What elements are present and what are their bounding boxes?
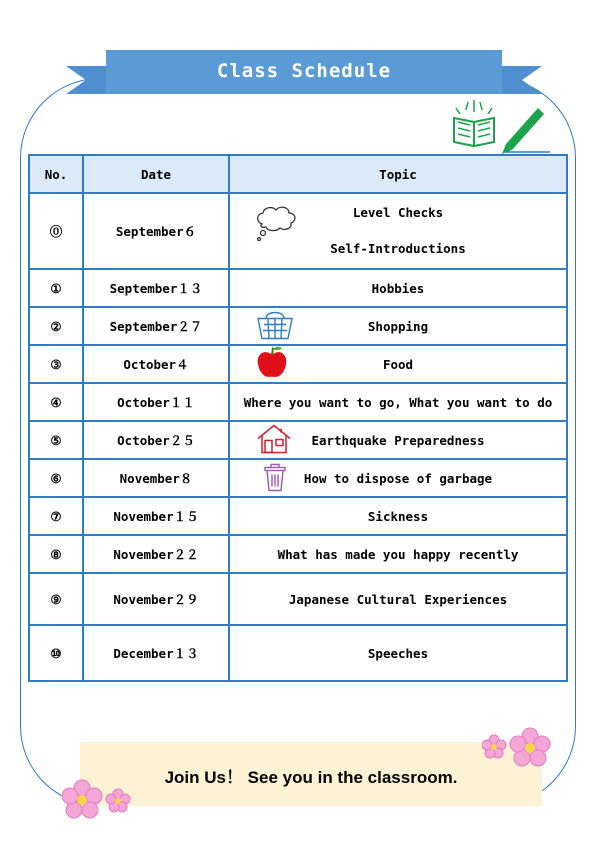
topic-line-2: Self-Introductions [330,241,466,256]
row-date: November２２ [83,535,229,573]
topic-text: Earthquake Preparedness [311,432,485,448]
thought-bubble-icon [254,204,300,258]
row-number: ③ [29,345,83,383]
row-topic [229,459,567,497]
row-number: ⓪ [29,193,83,269]
row-date: September１３ [83,269,229,307]
footer-banner [80,742,542,806]
row-date: September２７ [83,307,229,345]
flower-decoration-icon [62,776,136,830]
row-date: November８ [83,459,229,497]
row-date: October２５ [83,421,229,459]
page-title: Class Schedule [216,60,392,82]
table-row [29,193,567,269]
row-topic: Hobbies [229,269,567,307]
row-date: November２９ [83,573,229,625]
row-date: October４ [83,345,229,383]
flower-decoration-icon [482,726,558,780]
row-number: ② [29,307,83,345]
apple-icon [254,345,290,384]
row-date: November１５ [83,497,229,535]
title-banner [66,46,542,100]
table-row [29,307,567,345]
topic-line-1: Level Checks [352,205,444,220]
row-topic [229,307,567,345]
topic-text: Food [382,356,414,372]
row-topic [229,421,567,459]
topic-text: Shopping [367,318,429,334]
table-row [29,625,567,681]
row-date: October１１ [83,383,229,421]
table-header-row [29,155,567,193]
row-topic [229,193,567,269]
row-number: ⑨ [29,573,83,625]
row-number: ④ [29,383,83,421]
row-topic: Sickness [229,497,567,535]
row-number: ⑦ [29,497,83,535]
row-topic: What has made you happy recently [229,535,567,573]
table-row [29,573,567,625]
house-icon [256,423,292,458]
table-row [29,497,567,535]
shopping-basket-icon [254,309,296,344]
row-number: ⑥ [29,459,83,497]
header-topic: Topic [229,155,567,193]
row-date: December１３ [83,625,229,681]
table-row [29,459,567,497]
trash-can-icon [262,461,288,496]
header-no: No. [29,155,83,193]
book-and-pen-icon [448,98,552,154]
row-date: September６ [83,193,229,269]
row-number: ⑩ [29,625,83,681]
row-topic [229,345,567,383]
table-row [29,345,567,383]
table-row [29,383,567,421]
row-number: ⑤ [29,421,83,459]
row-number: ⑧ [29,535,83,573]
row-number: ① [29,269,83,307]
topic-text: How to dispose of garbage [303,470,493,486]
table-row [29,269,567,307]
footer-message: Join Us！ See you in the classroom. [164,768,458,787]
table-row [29,421,567,459]
schedule-table [28,154,568,682]
table-row [29,535,567,573]
row-topic: Japanese Cultural Experiences [229,573,567,625]
header-date: Date [83,155,229,193]
row-topic: Speeches [229,625,567,681]
row-topic: Where you want to go, What you want to do [229,383,567,421]
